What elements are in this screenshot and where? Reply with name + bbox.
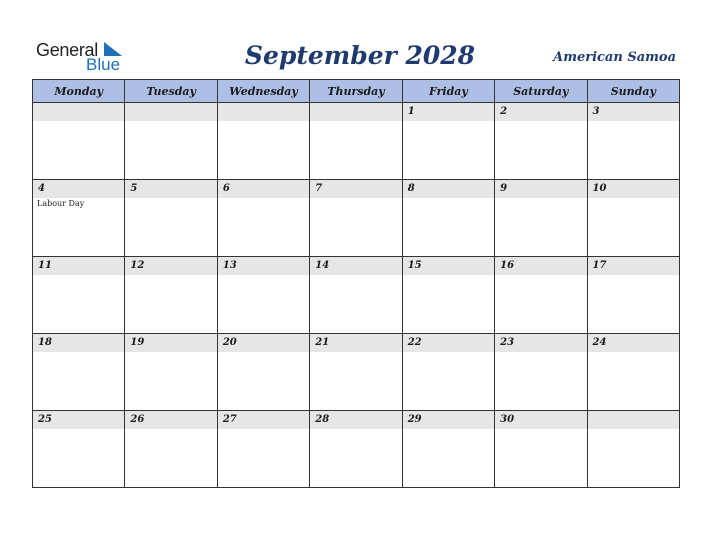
day-number: 19 xyxy=(125,334,216,352)
day-cell xyxy=(125,180,217,257)
day-cell xyxy=(402,334,494,411)
day-number: 16 xyxy=(495,257,586,275)
day-number: 20 xyxy=(218,334,309,352)
day-number: 4 xyxy=(33,180,124,198)
day-number: 14 xyxy=(310,257,401,275)
day-number xyxy=(125,103,216,121)
day-number: 7 xyxy=(310,180,401,198)
day-number: 9 xyxy=(495,180,586,198)
day-cell xyxy=(495,103,587,180)
weekday-header: Saturday xyxy=(495,80,587,103)
calendar-region: American Samoa xyxy=(553,50,676,65)
day-cell xyxy=(310,103,402,180)
day-cell xyxy=(310,257,402,334)
logo-text-general: General xyxy=(36,40,98,60)
day-cell xyxy=(402,257,494,334)
week-row xyxy=(33,257,680,334)
month-calendar xyxy=(32,79,680,488)
day-cell xyxy=(125,334,217,411)
week-row xyxy=(33,103,680,180)
day-number: 6 xyxy=(218,180,309,198)
day-cell xyxy=(587,180,679,257)
day-number: 23 xyxy=(495,334,586,352)
day-cell xyxy=(402,180,494,257)
day-number: 5 xyxy=(125,180,216,198)
day-number: 13 xyxy=(218,257,309,275)
day-number: 25 xyxy=(33,411,124,429)
day-cell xyxy=(495,180,587,257)
day-cell xyxy=(310,334,402,411)
day-cell xyxy=(310,180,402,257)
weekday-header-row xyxy=(33,80,680,103)
day-cell xyxy=(310,411,402,488)
day-number: 2 xyxy=(495,103,586,121)
day-number: 21 xyxy=(310,334,401,352)
day-number: 18 xyxy=(33,334,124,352)
day-cell xyxy=(33,257,125,334)
day-number: 22 xyxy=(403,334,494,352)
day-cell xyxy=(33,180,125,257)
week-row xyxy=(33,411,680,488)
day-cell xyxy=(402,103,494,180)
logo-triangle-icon xyxy=(100,42,122,56)
day-cell xyxy=(33,103,125,180)
day-cell xyxy=(495,257,587,334)
generalblue-logo xyxy=(36,40,126,74)
day-cell xyxy=(217,257,309,334)
logo-text-blue: Blue xyxy=(86,55,121,74)
weekday-header: Monday xyxy=(33,80,125,103)
day-cell xyxy=(402,411,494,488)
day-cell xyxy=(125,103,217,180)
day-cell xyxy=(217,334,309,411)
day-cell xyxy=(217,103,309,180)
day-cell xyxy=(495,334,587,411)
day-number: 11 xyxy=(33,257,124,275)
week-row xyxy=(33,334,680,411)
weekday-header: Thursday xyxy=(310,80,402,103)
day-number: 27 xyxy=(218,411,309,429)
day-number: 10 xyxy=(588,180,679,198)
day-number: 12 xyxy=(125,257,216,275)
day-number xyxy=(310,103,401,121)
day-number: 29 xyxy=(403,411,494,429)
day-number: 30 xyxy=(495,411,586,429)
calendar-title: September 2028 xyxy=(244,41,476,70)
week-row xyxy=(33,180,680,257)
day-cell xyxy=(33,334,125,411)
day-cell xyxy=(33,411,125,488)
day-number xyxy=(588,411,679,429)
day-number: 28 xyxy=(310,411,401,429)
weekday-header: Wednesday xyxy=(217,80,309,103)
day-cell xyxy=(587,257,679,334)
day-cell xyxy=(125,411,217,488)
day-cell xyxy=(217,180,309,257)
day-number xyxy=(218,103,309,121)
day-cell xyxy=(495,411,587,488)
day-number: 3 xyxy=(588,103,679,121)
day-number xyxy=(33,103,124,121)
day-cell xyxy=(587,411,679,488)
day-cell xyxy=(217,411,309,488)
day-number: 1 xyxy=(403,103,494,121)
day-number: 8 xyxy=(403,180,494,198)
weekday-header: Friday xyxy=(402,80,494,103)
day-cell xyxy=(587,103,679,180)
weekday-header: Tuesday xyxy=(125,80,217,103)
day-cell xyxy=(587,334,679,411)
day-cell xyxy=(125,257,217,334)
weekday-header: Sunday xyxy=(587,80,679,103)
day-number: 24 xyxy=(588,334,679,352)
holiday-label: Labour Day xyxy=(37,199,85,208)
day-number: 17 xyxy=(588,257,679,275)
day-number: 26 xyxy=(125,411,216,429)
day-number: 15 xyxy=(403,257,494,275)
